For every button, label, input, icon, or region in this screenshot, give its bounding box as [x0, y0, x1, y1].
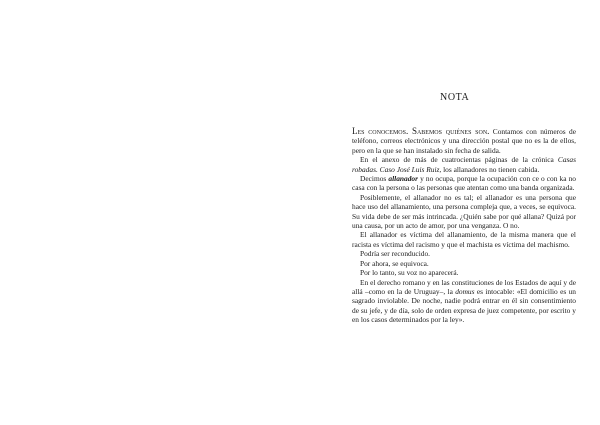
term-allanador: allanador [388, 174, 418, 184]
paragraph-2 [352, 155, 576, 174]
paragraph-2-text-b: , los allanadores no tienen cabida. [439, 164, 540, 174]
paragraph-6: Podría ser reconducido. [360, 249, 430, 259]
work-title: Casas robadas. Caso José Luis Ruiz [352, 155, 576, 174]
term-domus: domus [455, 286, 475, 296]
paragraph-1 [352, 127, 576, 155]
right-page [300, 0, 600, 425]
paragraph-3-text-a: Decimos [360, 174, 389, 184]
page-title: NOTA [440, 92, 470, 103]
body-text [352, 127, 576, 325]
paragraph-4: Posiblemente, el allanador no es tal; el allanador es una persona que hace uso del allanamiento, una persona compleja que, a veces, se equivoca. Su vida debe de ser más intrincada. ¿Quién sabe por qué allana? Quizá por una causa, por un acto de amor, por una venganza. O no. [352, 192, 576, 231]
paragraph-5: El allanador es víctima del allanamiento, de la misma manera que el racista es víctima del racismo y que el machista es víctima del machismo. [352, 230, 576, 249]
paragraph-3 [352, 174, 576, 193]
paragraph-3-text-b: y no ocupa, porque la ocupación con ce o con ka no casa con la persona o las personas que atentan como una banda organizada. [352, 174, 576, 193]
paragraph-1-text: Contamos con números de teléfono, correos electrónicos y una dirección postal que no es la de ellos, pero en la que se han instalado sin fecha de salida. [352, 127, 576, 155]
paragraph-9-text-a: En el derecho romano y en las constituciones de los Estados de aquí y de allá –como en la de Uruguay–, la [352, 277, 576, 296]
paragraph-8: Por lo tanto, su voz no aparecerá. [360, 268, 459, 278]
paragraph-2-text-a: En el anexo de más de cuatrocientas páginas de la crónica [360, 155, 558, 165]
paragraph-7: Por ahora, se equivoca. [360, 258, 429, 268]
paragraph-9-text-b: es intocable: «El domicilio es un sagrado inviolable. De noche, nadie podrá entrar en él sin consentimiento de su jefe, y de día, solo de orden expresa de juez competente, por escrito y en los casos determinados por la ley». [352, 286, 576, 325]
paragraph-9 [352, 278, 576, 325]
paragraph-1-lead: Les conocemos. Sabemos quiénes son. [352, 126, 490, 136]
